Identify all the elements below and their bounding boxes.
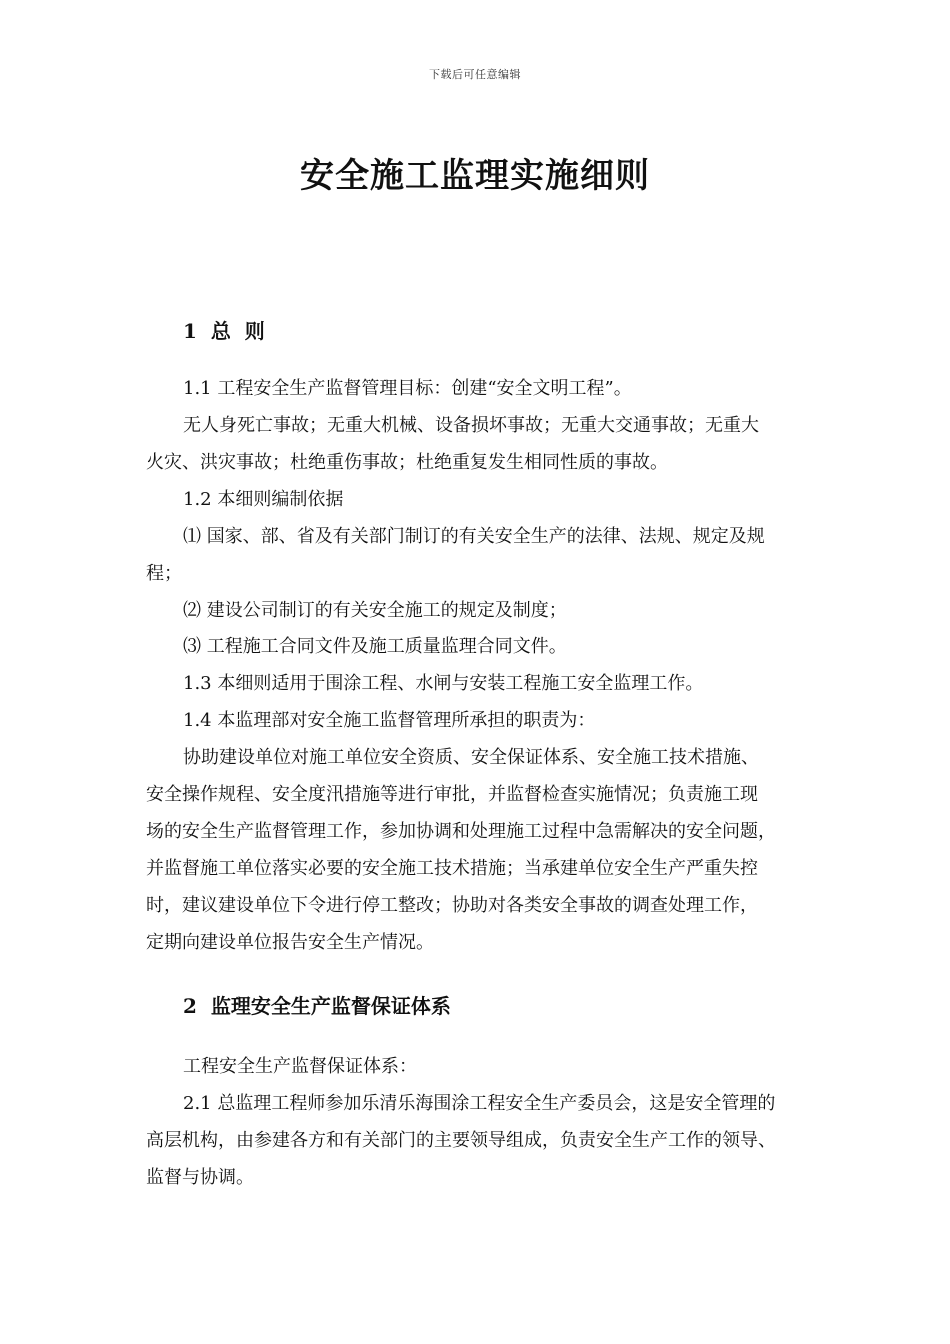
paragraph-line: 程； bbox=[146, 563, 182, 584]
paragraph-line: 时，建议建设单位下令进行停工整改；协助对各类安全事故的调查处理工作， bbox=[146, 895, 758, 916]
paragraph-line: 1.4 本监理部对安全施工监督管理所承担的职责为： bbox=[183, 710, 596, 731]
paragraph-line: 监督与协调。 bbox=[146, 1167, 254, 1188]
section-heading-1: 1 总 则 bbox=[183, 319, 265, 343]
paragraph-line: 高层机构，由参建各方和有关部门的主要领导组成，负责安全生产工作的领导、 bbox=[146, 1130, 776, 1151]
paragraph-line: 1.1 工程安全生产监督管理目标：创建“安全文明工程”。 bbox=[183, 378, 632, 399]
paragraph-line: 1.3 本细则适用于围涂工程、水闸与安装工程施工安全监理工作。 bbox=[183, 673, 704, 694]
paragraph-line: 无人身死亡事故；无重大机械、设备损坏事故；无重大交通事故；无重大 bbox=[183, 415, 759, 436]
paragraph-line: 安全操作规程、安全度汛措施等进行审批，并监督检查实施情况；负责施工现 bbox=[146, 784, 758, 805]
paragraph-line: 场的安全生产监督管理工作，参加协调和处理施工过程中急需解决的安全问题， bbox=[146, 821, 776, 842]
section-heading-2: 2 监理安全生产监督保证体系 bbox=[183, 994, 451, 1018]
paragraph-line: 定期向建设单位报告安全生产情况。 bbox=[146, 932, 434, 953]
paragraph-line: 1.2 本细则编制依据 bbox=[183, 489, 344, 510]
paragraph-line: ⑵ 建设公司制订的有关安全施工的规定及制度； bbox=[183, 600, 567, 621]
document-title: 安全施工监理实施细则 bbox=[300, 156, 650, 196]
paragraph-line: ⑴ 国家、部、省及有关部门制订的有关安全生产的法律、法规、规定及规 bbox=[183, 526, 765, 547]
header-note: 下载后可任意编辑 bbox=[429, 68, 521, 81]
paragraph-line: 2.1 总监理工程师参加乐清乐海围涂工程安全生产委员会，这是安全管理的 bbox=[183, 1093, 776, 1114]
paragraph-line: ⑶ 工程施工合同文件及施工质量监理合同文件。 bbox=[183, 636, 567, 657]
paragraph-line: 火灾、洪灾事故；杜绝重伤事故；杜绝重复发生相同性质的事故。 bbox=[146, 452, 668, 473]
paragraph-line: 协助建设单位对施工单位安全资质、安全保证体系、安全施工技术措施、 bbox=[183, 747, 759, 768]
paragraph-line: 工程安全生产监督保证体系： bbox=[183, 1056, 417, 1077]
paragraph-line: 并监督施工单位落实必要的安全施工技术措施；当承建单位安全生产严重失控 bbox=[146, 858, 758, 879]
